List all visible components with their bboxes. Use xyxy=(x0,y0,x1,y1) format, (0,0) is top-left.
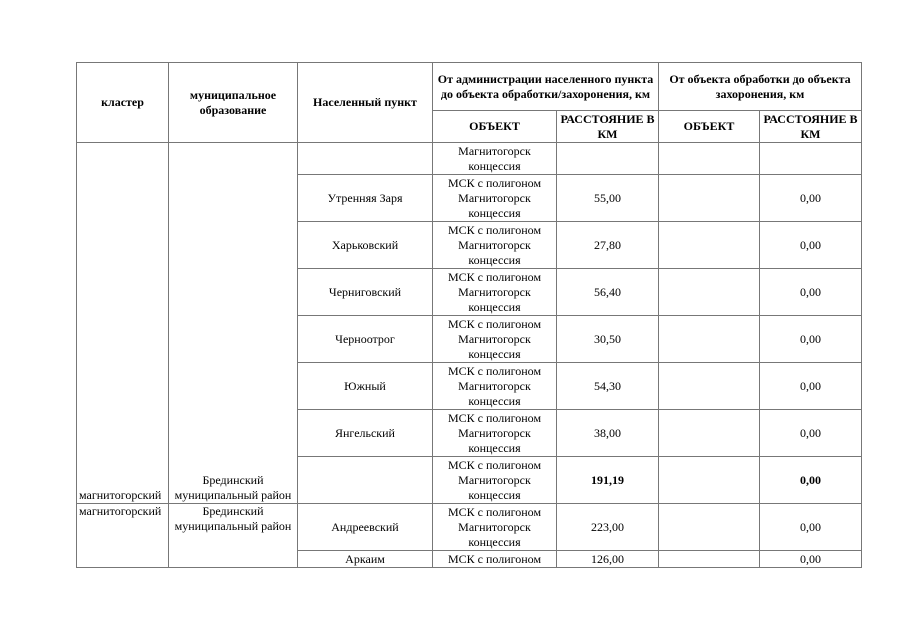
settlement-cell: Южный xyxy=(298,363,433,410)
object2-cell xyxy=(659,457,760,504)
distance2-cell: 0,00 xyxy=(760,410,862,457)
distance-cell: 38,00 xyxy=(557,410,659,457)
settlement-cell: Черниговский xyxy=(298,269,433,316)
object-cell: МСК с полигоном Магнитогорск концессия xyxy=(433,504,557,551)
distance2-cell: 0,00 xyxy=(760,551,862,568)
municipality-cell: Брединский муниципальный район xyxy=(169,504,298,568)
settlement-cell xyxy=(298,457,433,504)
object-cell: МСК с полигоном Магнитогорск концессия xyxy=(433,410,557,457)
distance2-cell: 0,00 xyxy=(760,316,862,363)
table-row xyxy=(77,143,862,175)
object-cell: МСК с полигоном xyxy=(433,551,557,568)
object-cell: МСК с полигоном Магнитогорск концессия xyxy=(433,316,557,363)
distance2-cell: 0,00 xyxy=(760,457,862,504)
table-row xyxy=(77,504,862,551)
header-distance-2: РАССТОЯНИЕ В КМ xyxy=(760,111,862,143)
object2-cell xyxy=(659,363,760,410)
header-from-object: От объекта обработки до объекта захоронения, км xyxy=(659,63,862,111)
object2-cell xyxy=(659,222,760,269)
object-cell: МСК с полигоном Магнитогорск концессия xyxy=(433,222,557,269)
object-cell: МСК с полигоном Магнитогорск концессия xyxy=(433,175,557,222)
distance-cell: 27,80 xyxy=(557,222,659,269)
cluster-cell: магнитогорский xyxy=(77,143,169,504)
distance2-cell xyxy=(760,143,862,175)
distance-cell: 223,00 xyxy=(557,504,659,551)
distance2-cell: 0,00 xyxy=(760,504,862,551)
settlement-cell: Аркаим xyxy=(298,551,433,568)
header-settlement: Населенный пункт xyxy=(298,63,433,143)
cluster-cell: магнитогорский xyxy=(77,504,169,568)
object2-cell xyxy=(659,410,760,457)
settlement-cell: Черноотрог xyxy=(298,316,433,363)
header-object-2: ОБЪЕКТ xyxy=(659,111,760,143)
settlement-cell: Янгельский xyxy=(298,410,433,457)
object2-cell xyxy=(659,551,760,568)
object-cell: МСК с полигоном Магнитогорск концессия xyxy=(433,457,557,504)
settlement-cell: Харьковский xyxy=(298,222,433,269)
header-object: ОБЪЕКТ xyxy=(433,111,557,143)
settlement-cell xyxy=(298,143,433,175)
municipality-cell: Брединский муниципальный район xyxy=(169,143,298,504)
settlement-cell: Андреевский xyxy=(298,504,433,551)
distance-cell: 55,00 xyxy=(557,175,659,222)
distance-cell: 56,40 xyxy=(557,269,659,316)
object-cell: МСК с полигоном Магнитогорск концессия xyxy=(433,269,557,316)
distance2-cell: 0,00 xyxy=(760,175,862,222)
distance-table xyxy=(76,62,862,568)
object2-cell xyxy=(659,504,760,551)
object-cell: Магнитогорск концессия xyxy=(433,143,557,175)
distance2-cell: 0,00 xyxy=(760,363,862,410)
header-distance: РАССТОЯНИЕ В КМ xyxy=(557,111,659,143)
object2-cell xyxy=(659,269,760,316)
distance-cell: 191,19 xyxy=(557,457,659,504)
object2-cell xyxy=(659,175,760,222)
header-from-admin: От администрации населенного пункта до объекта обработки/захоронения, км xyxy=(433,63,659,111)
header-municipality: муниципальное образование xyxy=(169,63,298,143)
object2-cell xyxy=(659,316,760,363)
object2-cell xyxy=(659,143,760,175)
distance-cell xyxy=(557,143,659,175)
distance2-cell: 0,00 xyxy=(760,269,862,316)
distance-cell: 126,00 xyxy=(557,551,659,568)
object-cell: МСК с полигоном Магнитогорск концессия xyxy=(433,363,557,410)
header-cluster: кластер xyxy=(77,63,169,143)
distance-cell: 54,30 xyxy=(557,363,659,410)
settlement-cell: Утренняя Заря xyxy=(298,175,433,222)
distance2-cell: 0,00 xyxy=(760,222,862,269)
distance-cell: 30,50 xyxy=(557,316,659,363)
